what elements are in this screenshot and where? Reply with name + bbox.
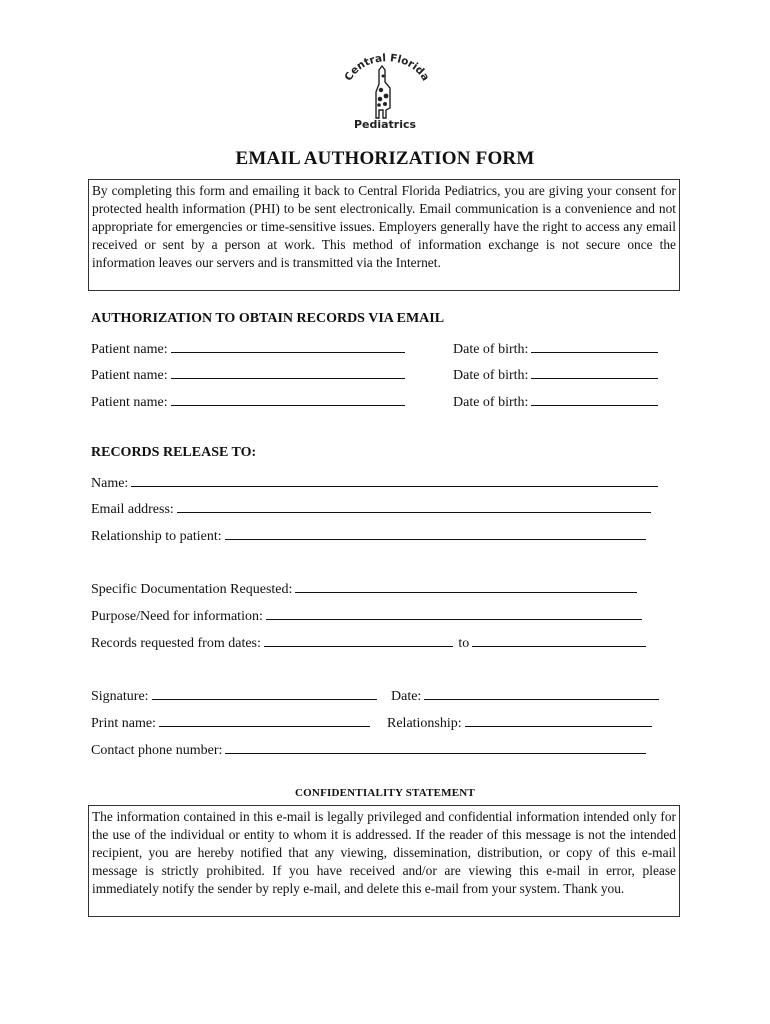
release-name-label: Name: — [91, 476, 129, 491]
dob-input-3[interactable] — [531, 392, 658, 406]
confidentiality-statement: The information contained in this e-mail is legally privileged and confidential information intended only for the use of the individual or entity to whom it is addressed. If the reader of this message is not the intended recipient, you are hereby notified that any viewing, dissemination, distribution, or copy of this e-mail message is strictly prohibited. If you have received and/or are viewing this e-mail in error, please immediately notify the sender by reply e-mail, and delete this e-mail from your system. Thank you. — [88, 805, 680, 917]
patient-name-input-3[interactable] — [171, 392, 405, 406]
logo-arc-text: Central Florida — [342, 52, 432, 84]
relationship-field — [387, 713, 652, 732]
logo-bottom-text: Pediatrics — [353, 118, 417, 131]
records-from-date-input[interactable] — [264, 633, 453, 647]
records-dates-label: Records requested from dates: — [91, 636, 261, 651]
form-title: EMAIL AUTHORIZATION FORM — [235, 148, 535, 169]
patient-name-input-2[interactable] — [171, 365, 405, 379]
release-name-input[interactable] — [131, 473, 658, 487]
signature-input[interactable] — [152, 686, 377, 700]
relationship-label: Relationship: — [387, 716, 462, 731]
logo-graphic — [330, 52, 440, 134]
date-label: Date: — [391, 689, 422, 704]
patient-name-field-1 — [91, 339, 405, 358]
patient-name-field-3 — [91, 392, 405, 411]
signature-label: Signature: — [91, 689, 149, 704]
signature-field — [91, 686, 377, 705]
dob-label: Date of birth: — [453, 368, 529, 383]
patient-name-label: Patient name: — [91, 368, 168, 383]
confidentiality-heading: CONFIDENTIALITY STATEMENT — [295, 787, 475, 799]
contact-phone-label: Contact phone number: — [91, 743, 223, 758]
relationship-input[interactable] — [465, 713, 652, 727]
dob-field-3 — [453, 392, 658, 411]
contact-phone-field — [91, 740, 646, 759]
print-name-field — [91, 713, 370, 732]
relationship-to-patient-label: Relationship to patient: — [91, 529, 222, 544]
relationship-to-patient-field — [91, 526, 646, 545]
documentation-requested-input[interactable] — [295, 579, 637, 593]
release-name-field — [91, 473, 658, 492]
dob-label: Date of birth: — [453, 395, 529, 410]
purpose-field — [91, 606, 642, 625]
records-to-date-input[interactable] — [472, 633, 646, 647]
dob-field-1 — [453, 339, 658, 358]
date-input[interactable] — [424, 686, 659, 700]
patient-name-field-2 — [91, 365, 405, 384]
dob-input-2[interactable] — [531, 365, 658, 379]
email-address-input[interactable] — [177, 499, 651, 513]
authorization-heading: AUTHORIZATION TO OBTAIN RECORDS VIA EMAIL — [91, 311, 445, 326]
patient-name-label: Patient name: — [91, 395, 168, 410]
purpose-label: Purpose/Need for information: — [91, 609, 263, 624]
patient-name-label: Patient name: — [91, 342, 168, 357]
dob-input-1[interactable] — [531, 339, 658, 353]
records-release-heading: RECORDS RELEASE TO: — [91, 445, 257, 460]
print-name-input[interactable] — [159, 713, 370, 727]
relationship-to-patient-input[interactable] — [225, 526, 646, 540]
dob-field-2 — [453, 365, 658, 384]
to-label: to — [458, 636, 470, 651]
dob-label: Date of birth: — [453, 342, 529, 357]
contact-phone-input[interactable] — [225, 740, 646, 754]
email-address-field — [91, 499, 651, 518]
logo — [330, 52, 440, 134]
records-dates-field — [91, 633, 646, 652]
email-address-label: Email address: — [91, 502, 174, 517]
intro-statement: By completing this form and emailing it back to Central Florida Pediatrics, you are giving your consent for protected health information (PHI) to be sent electronically. Email communication is a convenience and not appropriate for emergencies or time-sensitive issues. Employers generally have the right to access any email received or sent by a person at work. This method of information exchange is not secure once the information leaves our servers and is transmitted via the Internet. — [88, 179, 680, 291]
patient-name-input-1[interactable] — [171, 339, 405, 353]
documentation-requested-label: Specific Documentation Requested: — [91, 582, 293, 597]
giraffe-icon — [376, 66, 390, 118]
date-field — [391, 686, 659, 705]
purpose-input[interactable] — [266, 606, 642, 620]
documentation-requested-field — [91, 579, 637, 598]
print-name-label: Print name: — [91, 716, 156, 731]
